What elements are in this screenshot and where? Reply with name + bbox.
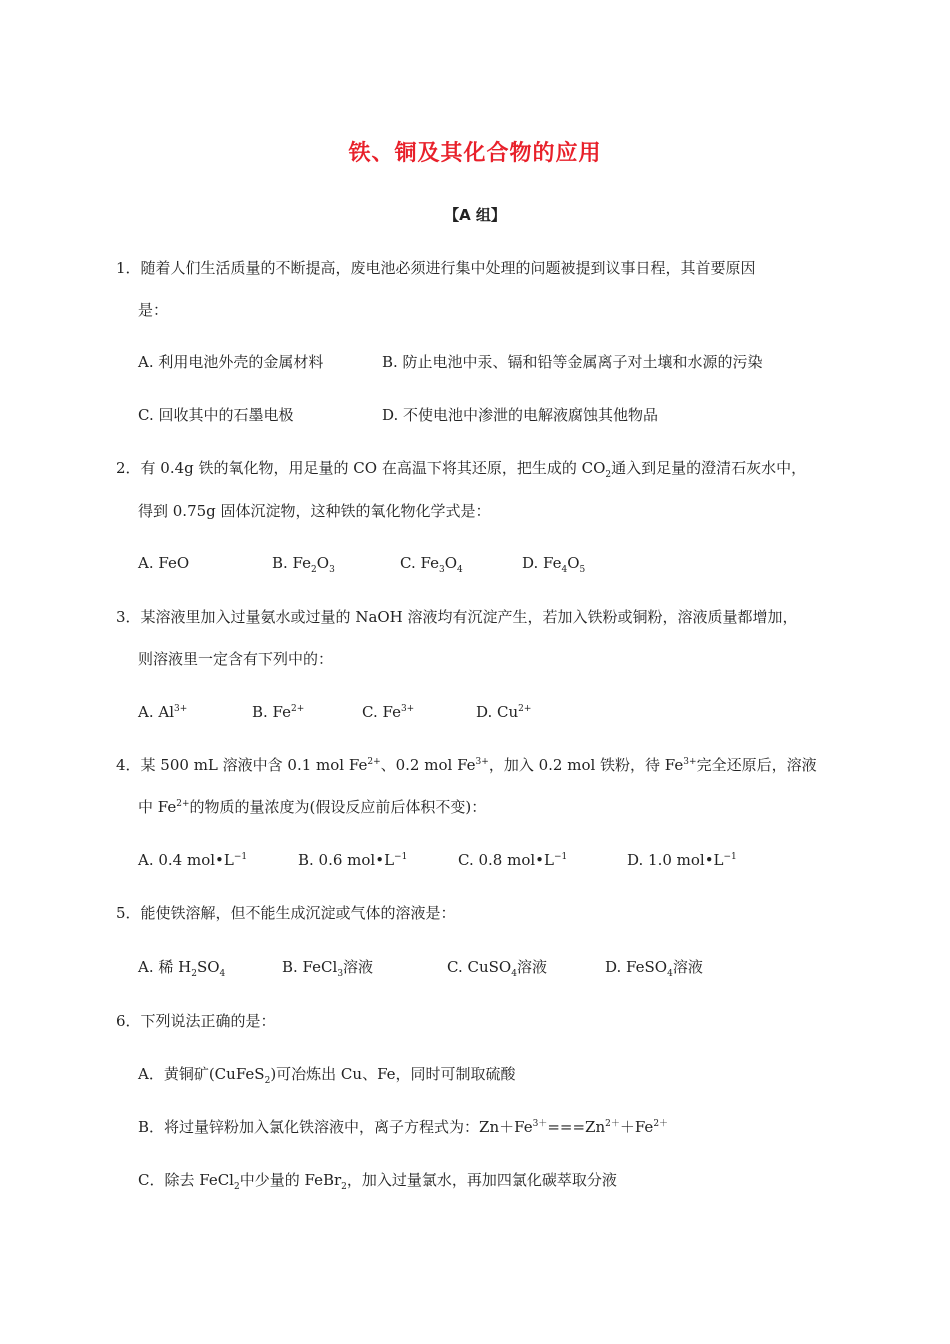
q3-a-text: A. Al — [138, 703, 174, 721]
q4-a-sup: −1 — [233, 852, 248, 862]
q6-a-text: A．黄铜矿(CuFeS — [138, 1065, 265, 1083]
q5-a-sub1: 2 — [191, 969, 197, 979]
q5-option-c — [447, 957, 547, 977]
q6-c-mid: 中少量的 FeBr — [239, 1171, 342, 1189]
q6-b-sup1: 3＋ — [532, 1119, 548, 1129]
q2-stem-line2: 得到 0.75g 固体沉淀物，这种铁的氧化物化学式是： — [138, 502, 491, 520]
q4-sup-2: 3+ — [475, 757, 489, 767]
q4-stem-line1 — [116, 755, 817, 775]
q2-option-d — [522, 553, 585, 573]
q2-c-mid: O — [444, 554, 457, 572]
q3-c-text: C. Fe — [362, 703, 401, 721]
q3-option-d — [476, 702, 531, 722]
q4-line2-text-a: 中 Fe — [138, 798, 177, 816]
q4-c-sup: −1 — [553, 852, 568, 862]
q3-option-c — [362, 702, 414, 722]
q1-option-a: A. 利用电池外壳的金属材料 — [138, 353, 324, 371]
q1-option-b: B. 防止电池中汞、镉和铅等金属离子对土壤和水源的污染 — [382, 353, 763, 371]
q6-option-c — [138, 1170, 617, 1190]
q5-a-mid: SO — [196, 958, 220, 976]
q5-c-post: 溶液 — [516, 958, 547, 976]
q6-option-a — [138, 1064, 516, 1084]
q2-b-mid: O — [316, 554, 330, 572]
q6-a-post: )可冶炼出 Cu、Fe，同时可制取硫酸 — [270, 1065, 516, 1083]
q4-option-b — [298, 850, 407, 870]
q3-d-sup: 2+ — [518, 704, 532, 714]
q5-option-a — [138, 957, 225, 977]
q3-option-a — [138, 702, 187, 722]
q5-d-post: 溶液 — [672, 958, 703, 976]
q3-option-b — [252, 702, 304, 722]
q2-option-c — [400, 553, 463, 573]
q6-b-mid2: ＋Fe — [619, 1118, 654, 1136]
q5-d-sub: 4 — [667, 969, 673, 979]
q6-c-sub1: 2 — [233, 1182, 240, 1192]
q6-c-sub2: 2 — [341, 1182, 347, 1192]
q2-c-text: C. Fe — [400, 554, 439, 572]
group-heading: 【A 组】 — [444, 206, 506, 224]
q2-stem-text-a: 2．有 0.4g 铁的氧化物，用足量的 CO 在高温下将其还原，把生成的 CO — [116, 459, 606, 477]
q5-b-sub: 3 — [337, 969, 344, 979]
q5-a-text: A. 稀 H — [138, 958, 192, 976]
q6-b-sup2: 2＋ — [605, 1119, 620, 1129]
q6-c-text: C．除去 FeCl — [138, 1171, 234, 1189]
q2-stem-text-b: 通入到足量的澄清石灰水中， — [611, 459, 807, 477]
q6-b-mid: ===Zn — [547, 1118, 606, 1136]
q2-d-text: D. Fe — [522, 554, 562, 572]
q6-a-sub: 2 — [264, 1076, 271, 1086]
q1-option-c: C. 回收其中的石墨电极 — [138, 406, 294, 424]
q3-b-sup: 2+ — [291, 704, 305, 714]
q5-option-d — [605, 957, 703, 977]
q4-stem-line2 — [138, 797, 486, 817]
q4-a-text: A. 0.4 mol•L — [138, 851, 234, 869]
q2-b-text: B. Fe — [272, 554, 312, 572]
q4-c-text: C. 0.8 mol•L — [458, 851, 554, 869]
q5-stem: 5．能使铁溶解，但不能生成沉淀或气体的溶液是： — [116, 904, 456, 922]
q2-option-a: A. FeO — [138, 554, 190, 572]
q2-d-sub2: 5 — [579, 565, 586, 575]
q2-stem-sub: 2 — [605, 470, 612, 480]
q1-option-d: D. 不使电池中渗泄的电解液腐蚀其他物品 — [382, 406, 659, 424]
q3-d-text: D. Cu — [476, 703, 519, 721]
q5-c-sub: 4 — [511, 969, 517, 979]
q4-text-2: 、0.2 mol Fe — [380, 756, 476, 774]
q4-sup-3: 3+ — [683, 757, 697, 767]
q4-b-sup: −1 — [394, 852, 408, 862]
q4-line2-sup: 2+ — [176, 799, 190, 809]
document-title: 铁、铜及其化合物的应用 — [348, 141, 602, 166]
q4-option-a — [138, 850, 247, 870]
q5-c-text: C. CuSO — [447, 958, 512, 976]
q2-option-b — [272, 553, 335, 573]
q6-b-sup3: 2＋ — [653, 1119, 669, 1129]
q1-stem-line1: 1．随着人们生活质量的不断提高，废电池必须进行集中处理的问题被提到议事日程，其首要原因 — [116, 259, 756, 277]
q6-stem: 6．下列说法正确的是： — [116, 1012, 276, 1030]
q4-d-sup: −1 — [723, 852, 737, 862]
q4-text-1: 4．某 500 mL 溶液中含 0.1 mol Fe — [116, 756, 368, 774]
q6-c-post: ，加入过量氯水，再加四氯化碳萃取分液 — [346, 1171, 617, 1189]
q4-line2-text-b: 的物质的量浓度为(假设反应前后体积不变)： — [189, 798, 487, 816]
q5-d-text: D. FeSO — [605, 958, 668, 976]
q2-d-sub1: 4 — [561, 565, 568, 575]
q4-option-c — [458, 850, 567, 870]
q5-a-sub2: 4 — [219, 969, 226, 979]
q2-c-sub2: 4 — [457, 565, 463, 575]
q5-b-text: B. FeCl — [282, 958, 338, 976]
q3-stem-line2: 则溶液里一定含有下列中的： — [138, 650, 334, 668]
q1-stem-line2: 是： — [138, 301, 169, 319]
q3-b-text: B. Fe — [252, 703, 292, 721]
q2-b-sub2: 3 — [329, 565, 335, 575]
q4-option-d — [627, 850, 737, 870]
q2-d-mid: O — [567, 554, 580, 572]
q3-a-sup: 3+ — [174, 704, 188, 714]
q4-text-4: 完全还原后，溶液 — [696, 756, 817, 774]
q2-b-sub1: 2 — [311, 565, 317, 575]
q6-option-b — [138, 1117, 668, 1137]
q4-sup-1: 2+ — [367, 757, 381, 767]
q4-b-text: B. 0.6 mol•L — [298, 851, 395, 869]
q2-c-sub1: 3 — [438, 565, 445, 575]
q4-text-3: ，加入 0.2 mol 铁粉，待 Fe — [488, 756, 684, 774]
q5-b-post: 溶液 — [343, 958, 374, 976]
q2-stem-line1 — [116, 458, 806, 478]
q5-option-b — [282, 957, 373, 977]
q3-c-sup: 3+ — [400, 704, 415, 714]
q3-stem-line1: 3．某溶液里加入过量氨水或过量的 NaOH 溶液均有沉淀产生，若加入铁粉或铜粉，溶液质量都增加， — [116, 608, 798, 626]
q6-b-text: B．将过量锌粉加入氯化铁溶液中，离子方程式为：Zn＋Fe — [138, 1118, 533, 1136]
q4-d-text: D. 1.0 mol•L — [627, 851, 724, 869]
